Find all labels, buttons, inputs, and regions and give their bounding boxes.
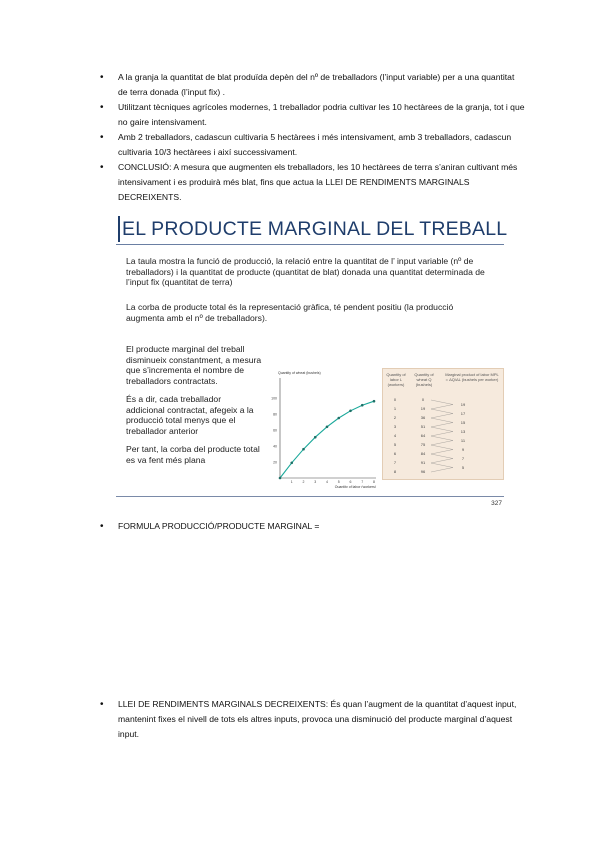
table-arrow xyxy=(431,459,453,464)
table-arrow xyxy=(431,418,453,423)
table-arrow xyxy=(431,445,453,450)
table-cell-mpl: 13 xyxy=(460,429,466,434)
table-cell-labor: 3 xyxy=(393,424,397,429)
table-arrow xyxy=(431,468,453,473)
slide-page-number: 327 xyxy=(491,500,502,507)
data-point xyxy=(326,426,329,429)
table-cell-wheat: 84 xyxy=(420,451,426,456)
side-text-1: El producte marginal del treball disminueix constantment, a mesura que s’incrementa el nombre de treballadors contractats. xyxy=(126,344,262,386)
y-tick-label: 60 xyxy=(273,428,277,433)
table-cell-labor: 2 xyxy=(393,415,397,420)
table-cell-mpl: 11 xyxy=(460,438,466,443)
table-header-wheat: Quantity of wheat Q (bushels) xyxy=(414,372,434,387)
table-arrow xyxy=(431,432,453,437)
table-cell-wheat: 96 xyxy=(420,469,426,474)
x-tick-label: 6 xyxy=(349,480,352,484)
embedded-slide xyxy=(112,212,508,512)
data-point xyxy=(337,417,340,420)
table-cell-labor: 6 xyxy=(393,451,397,456)
table-arrow xyxy=(431,450,453,455)
table-arrow xyxy=(431,400,453,405)
y-tick-label: 100 xyxy=(271,396,277,401)
slide-paragraph-2: La corba de producte total és la representació gràfica, té pendent positiu (la producció augmenta amb el nº de treballadors). xyxy=(126,302,454,323)
y-tick-label: 40 xyxy=(273,444,277,449)
table-cell-labor: 8 xyxy=(393,469,397,474)
law-bullet-list xyxy=(106,697,526,742)
table-cell-wheat: 75 xyxy=(420,442,426,447)
data-point xyxy=(290,462,293,465)
bullet-conclusio: • CONCLUSIÓ: A mesura que augmenten els treballadors, les 10 hectàrees de terra s’aniran cultivant més intensivament i es produirà més blat, fins que actua la LLEI DE RENDIMENTS MARGINALS DECREIXENTS. xyxy=(106,160,526,205)
table-cell-labor: 4 xyxy=(393,433,397,438)
data-point xyxy=(373,400,376,403)
table-arrow xyxy=(431,441,453,446)
side-text-3: Per tant, la corba del producte total es va fent més plana xyxy=(126,444,260,465)
x-tick-label: 7 xyxy=(361,480,364,484)
production-function-chart xyxy=(258,362,380,488)
data-point xyxy=(279,477,282,480)
x-tick-label: 2 xyxy=(302,480,305,484)
table-cell-mpl: 7 xyxy=(461,456,465,461)
data-point xyxy=(349,410,352,413)
bullet-treballadors: • Amb 2 treballadors, cadascun cultivaria 5 hectàrees i més intensivament, amb 3 treballadors, cadascun cultivaria 10/3 hectàrees i així successivament. xyxy=(106,130,526,160)
bullet-tecniques: • Utilitzant tècniques agrícoles modernes, 1 treballador podria cultivar les 10 hectàrees de la granja, tot i que no gaire intensivament. xyxy=(106,100,526,130)
x-axis-label: Quantity of labor (workers) xyxy=(334,485,376,488)
table-cell-mpl: 15 xyxy=(460,420,466,425)
table-arrow xyxy=(431,454,453,459)
intro-bullet-list xyxy=(106,70,526,205)
y-axis-label: Quantity of wheat (bushels) xyxy=(278,371,321,375)
data-point xyxy=(314,436,317,439)
table-cell-wheat: 64 xyxy=(420,433,426,438)
table-arrow xyxy=(431,427,453,432)
table-cell-mpl: 17 xyxy=(460,411,466,416)
x-tick-label: 5 xyxy=(337,480,340,484)
table-cell-wheat: 91 xyxy=(420,460,426,465)
table-header-labor: Quantity of labor L (workers) xyxy=(386,372,406,387)
table-cell-wheat: 51 xyxy=(420,424,426,429)
x-tick-label: 4 xyxy=(326,480,328,484)
y-tick-label: 20 xyxy=(273,460,277,465)
table-arrow xyxy=(431,414,453,419)
title-accent-bar xyxy=(118,216,120,242)
bullet-formula: • FORMULA PRODUCCIÓ/PRODUCTE MARGINAL = xyxy=(106,519,526,534)
table-cell-mpl: 9 xyxy=(461,447,465,452)
table-cell-wheat: 0 xyxy=(421,397,425,402)
bullet-law: • LLEI DE RENDIMENTS MARGINALS DECREIXENTS: És quan l’augment de la quantitat d’aquest input, mantenint fixes el nivell de tots els altres inputs, provoca una disminució del producte marginal d’aquest input. xyxy=(106,697,526,742)
table-cell-labor: 5 xyxy=(393,442,397,447)
side-text-2: És a dir, cada treballador addicional contractat, afegeix a la producció total menys que el treballador anterior xyxy=(126,394,254,436)
data-point xyxy=(302,448,305,451)
slide-title: EL PRODUCTE MARGINAL DEL TREBALL xyxy=(122,218,508,240)
total-product-curve xyxy=(280,401,374,478)
table-cell-labor: 7 xyxy=(393,460,397,465)
x-tick-label: 8 xyxy=(373,480,375,484)
table-arrow xyxy=(431,409,453,414)
x-tick-label: 3 xyxy=(314,480,317,484)
formula-bullet-list xyxy=(106,519,526,534)
x-tick-label: 1 xyxy=(290,480,293,484)
table-arrow xyxy=(431,436,453,441)
slide-paragraph-1: La taula mostra la funció de producció, la relació entre la quantitat de l’ input variable (nº de treballadors) i la quantitat de producte (quantitat de blat) donada una quantitat determinada de l’input fix (quantitat de terra) xyxy=(126,256,485,287)
production-table xyxy=(382,368,504,480)
table-cell-wheat: 19 xyxy=(420,406,426,411)
y-tick-label: 80 xyxy=(273,412,277,417)
table-cell-labor: 0 xyxy=(393,397,397,402)
table-cell-mpl: 19 xyxy=(460,402,466,407)
slide-bottom-rule xyxy=(116,496,504,497)
table-rows xyxy=(383,397,503,477)
table-cell-labor: 1 xyxy=(393,406,397,411)
table-cell-mpl: 5 xyxy=(461,465,465,470)
table-arrow xyxy=(431,463,453,468)
slide-side-text xyxy=(126,344,262,473)
title-divider xyxy=(116,244,504,245)
table-header-mpl: Marginal product of labor MPL = ΔQ/ΔL (bushels per worker) xyxy=(445,372,499,382)
table-arrow xyxy=(431,423,453,428)
table-arrow xyxy=(431,405,453,410)
table-cell-wheat: 36 xyxy=(420,415,426,420)
bullet-granja: • A la granja la quantitat de blat produïda depèn del nº de treballadors (l’input variable) per a una quantitat de terra donada (l’input fix) . xyxy=(106,70,526,100)
data-point xyxy=(361,404,364,407)
